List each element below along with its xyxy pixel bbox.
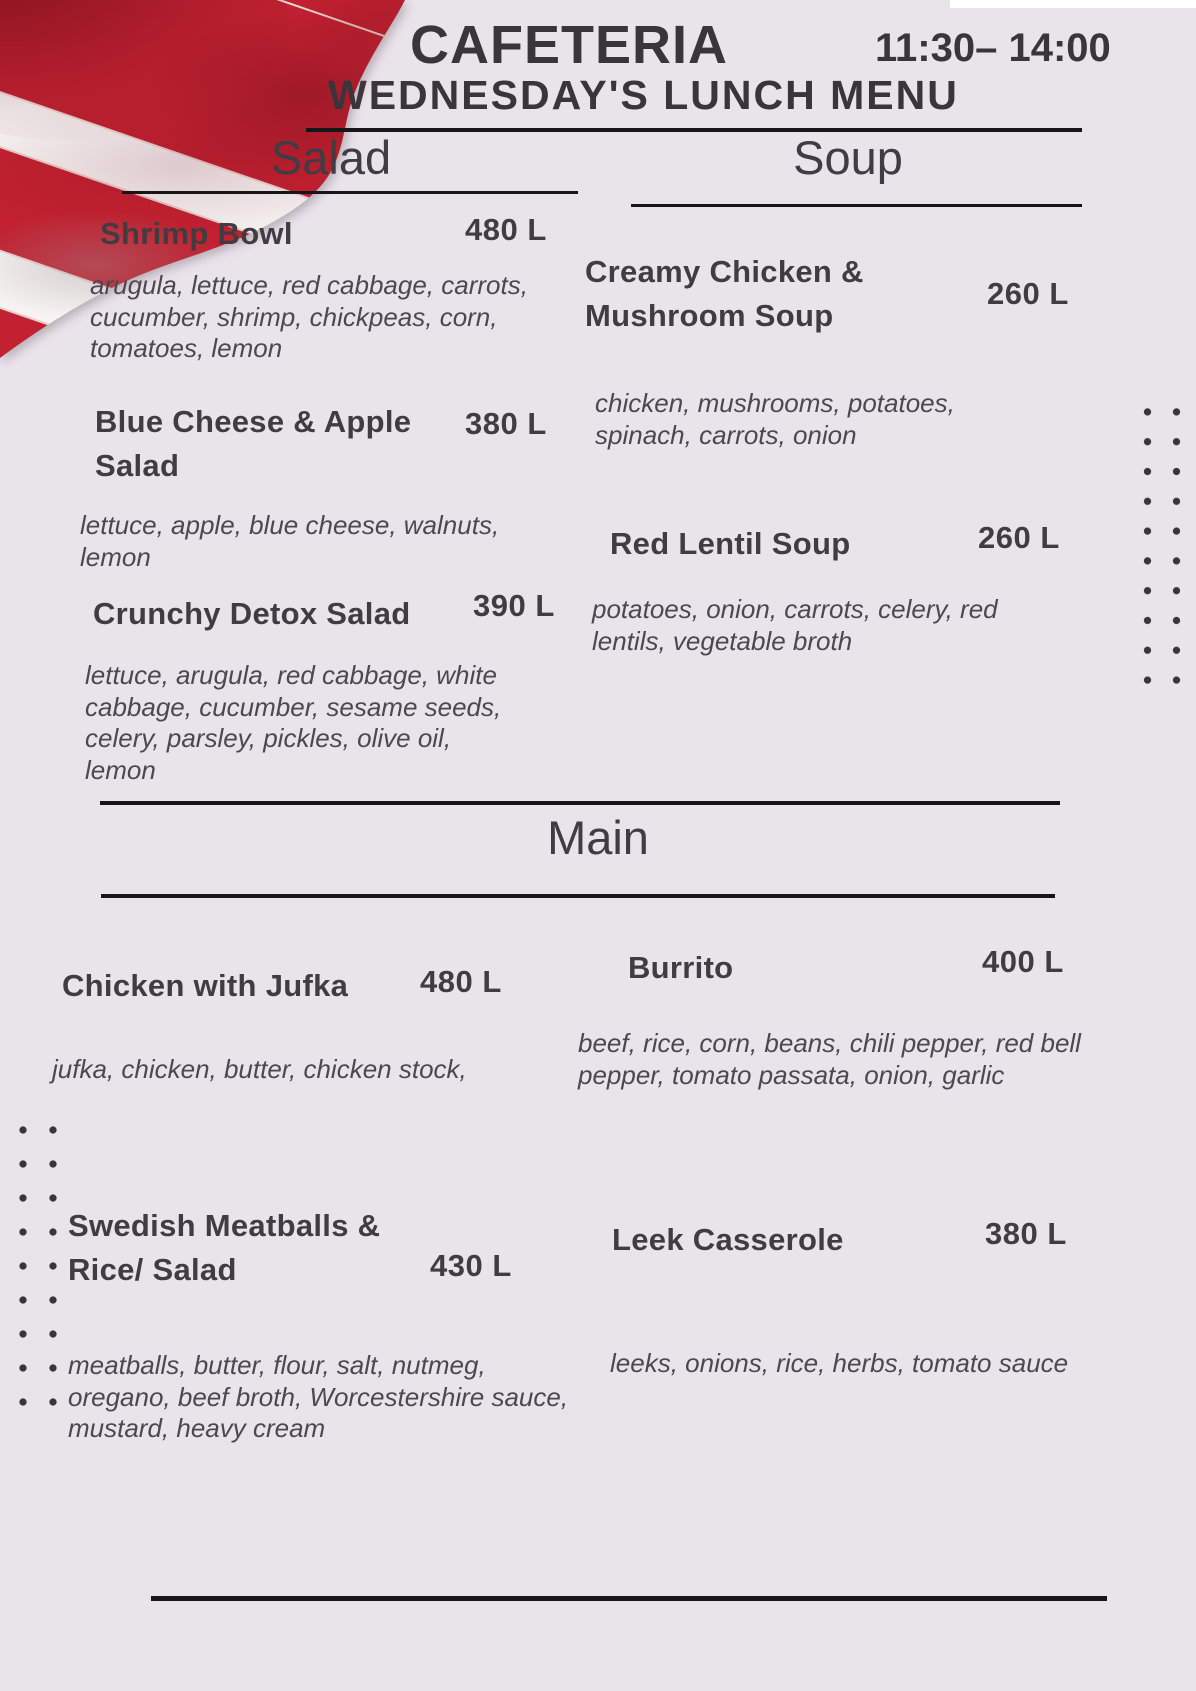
item-name: Burrito bbox=[628, 950, 734, 985]
page-subtitle: WEDNESDAY'S LUNCH MENU bbox=[328, 72, 959, 118]
main-divider-bottom bbox=[101, 894, 1055, 898]
item-price: 480 L bbox=[465, 212, 547, 247]
serving-hours: 11:30– 14:00 bbox=[875, 26, 1111, 70]
top-right-white-strip bbox=[950, 0, 1196, 8]
item-price: 380 L bbox=[985, 1216, 1067, 1251]
main-divider-top bbox=[100, 801, 1060, 805]
soup-divider bbox=[631, 204, 1082, 207]
item-description: arugula, lettuce, red cabbage, carrots, cucumber, shrimp, chickpeas, corn, tomatoes, lemon bbox=[90, 270, 528, 364]
item-name: Swedish Meatballs & Rice/ Salad bbox=[68, 1208, 381, 1288]
dot-grid-decoration-right bbox=[1133, 397, 1191, 695]
bottom-divider bbox=[151, 1596, 1107, 1601]
item-description: lettuce, arugula, red cabbage, white cabbage, cucumber, sesame seeds, celery, parsley, pickles, olive oil, lemon bbox=[85, 660, 502, 786]
item-name: Blue Cheese & Apple Salad bbox=[95, 404, 412, 484]
item-name: Red Lentil Soup bbox=[610, 526, 851, 561]
salad-divider bbox=[122, 191, 578, 194]
item-price: 400 L bbox=[982, 944, 1064, 979]
item-price: 390 L bbox=[473, 588, 555, 623]
item-price: 380 L bbox=[465, 406, 547, 441]
item-description: chicken, mushrooms, potatoes, spinach, carrots, onion bbox=[595, 388, 955, 450]
item-price: 260 L bbox=[987, 276, 1069, 311]
item-name: Leek Casserole bbox=[612, 1222, 844, 1257]
item-description: lettuce, apple, blue cheese, walnuts, lemon bbox=[80, 510, 500, 572]
item-description: jufka, chicken, butter, chicken stock, bbox=[52, 1054, 467, 1084]
page-title: CAFETERIA bbox=[410, 15, 728, 75]
item-description: meatballs, butter, flour, salt, nutmeg, oregano, beef broth, Worcestershire sauce, mustard, heavy cream bbox=[68, 1350, 569, 1444]
item-name: Creamy Chicken & Mushroom Soup bbox=[585, 254, 864, 334]
item-price: 430 L bbox=[430, 1248, 512, 1283]
item-name: Shrimp Bowl bbox=[100, 216, 293, 251]
item-description: beef, rice, corn, beans, chili pepper, red bell pepper, tomato passata, onion, garlic bbox=[578, 1028, 1081, 1090]
item-description: potatoes, onion, carrots, celery, red lentils, vegetable broth bbox=[592, 594, 998, 656]
item-name: Chicken with Jufka bbox=[62, 968, 349, 1003]
item-price: 480 L bbox=[420, 964, 502, 999]
section-title-main: Main bbox=[547, 811, 649, 864]
section-title-soup: Soup bbox=[793, 131, 903, 184]
section-title-salad: Salad bbox=[270, 131, 392, 184]
item-description: leeks, onions, rice, herbs, tomato sauce bbox=[610, 1348, 1069, 1378]
item-name: Crunchy Detox Salad bbox=[93, 596, 411, 631]
dot-grid-decoration-left bbox=[8, 1113, 68, 1419]
item-price: 260 L bbox=[978, 520, 1060, 555]
